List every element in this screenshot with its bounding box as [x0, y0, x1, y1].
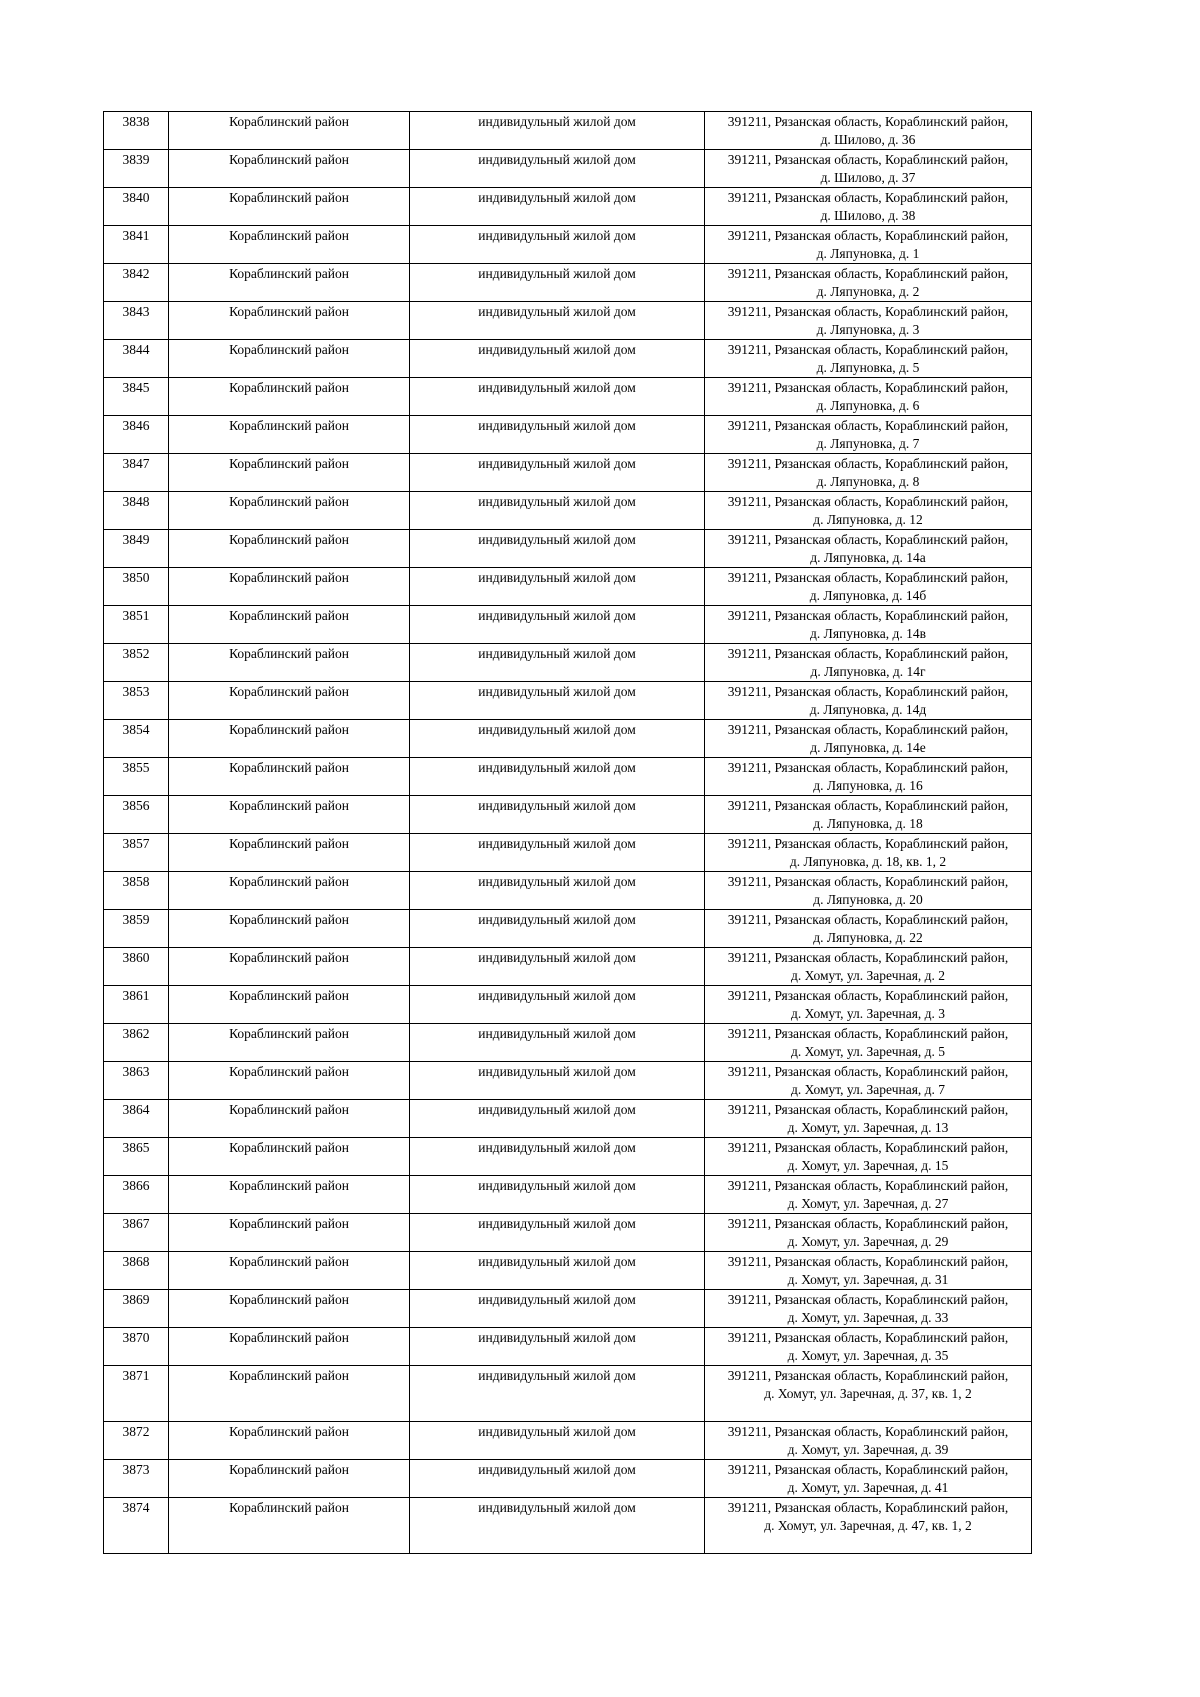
district-cell: Кораблинский район: [169, 1328, 410, 1366]
address-line-1: 391211, Рязанская область, Кораблинский район,: [727, 760, 1009, 775]
object-type-cell: индивидульный жилой дом: [410, 454, 705, 492]
object-type-cell: индивидульный жилой дом: [410, 1328, 705, 1366]
address-line-1: 391211, Рязанская область, Кораблинский район,: [727, 570, 1009, 585]
address-line-1: 391211, Рязанская область, Кораблинский район,: [727, 1424, 1009, 1439]
address-line-1: 391211, Рязанская область, Кораблинский район,: [727, 532, 1009, 547]
address-line-2: д. Ляпуновка, д. 2: [816, 284, 920, 299]
address-cell: [705, 1460, 1032, 1498]
address-line-2: д. Шилово, д. 37: [820, 170, 916, 185]
object-type-cell: индивидульный жилой дом: [410, 1366, 705, 1422]
address-line-2: д. Хомут, ул. Заречная, д. 27: [787, 1196, 949, 1211]
address-cell: [705, 1366, 1032, 1422]
address-line-2: д. Хомут, ул. Заречная, д. 41: [787, 1480, 949, 1495]
row-number-cell: 3852: [104, 644, 169, 682]
address-line-2: д. Ляпуновка, д. 8: [816, 474, 920, 489]
address-line-2: д. Ляпуновка, д. 16: [813, 778, 923, 793]
object-type-cell: индивидульный жилой дом: [410, 264, 705, 302]
object-type-cell: индивидульный жилой дом: [410, 910, 705, 948]
address-cell: [705, 834, 1032, 872]
address-line-2: д. Хомут, ул. Заречная, д. 31: [787, 1272, 949, 1287]
table-row: [104, 796, 1032, 834]
address-line-1: 391211, Рязанская область, Кораблинский район,: [727, 114, 1009, 129]
address-cell: [705, 910, 1032, 948]
object-type-cell: индивидульный жилой дом: [410, 302, 705, 340]
address-line-1: 391211, Рязанская область, Кораблинский район,: [727, 836, 1009, 851]
table-row: [104, 530, 1032, 568]
address-line-2: д. Ляпуновка, д. 14д: [809, 702, 927, 717]
district-cell: Кораблинский район: [169, 1176, 410, 1214]
address-line-1: 391211, Рязанская область, Кораблинский район,: [727, 1102, 1009, 1117]
row-number-cell: 3861: [104, 986, 169, 1024]
table-row: [104, 1176, 1032, 1214]
address-line-1: 391211, Рязанская область, Кораблинский район,: [727, 608, 1009, 623]
address-cell: [705, 340, 1032, 378]
table-row: [104, 834, 1032, 872]
row-number-cell: 3839: [104, 150, 169, 188]
district-cell: Кораблинский район: [169, 150, 410, 188]
object-type-cell: индивидульный жилой дом: [410, 112, 705, 150]
address-line-2: д. Ляпуновка, д. 14е: [810, 740, 926, 755]
object-type-cell: индивидульный жилой дом: [410, 1024, 705, 1062]
table-row: [104, 758, 1032, 796]
district-cell: Кораблинский район: [169, 606, 410, 644]
object-type-cell: индивидульный жилой дом: [410, 1498, 705, 1554]
address-line-1: 391211, Рязанская область, Кораблинский район,: [727, 266, 1009, 281]
address-line-2: д. Ляпуновка, д. 18: [813, 816, 923, 831]
address-cell: [705, 378, 1032, 416]
address-line-1: 391211, Рязанская область, Кораблинский район,: [727, 342, 1009, 357]
address-cell: [705, 1498, 1032, 1554]
address-line-1: 391211, Рязанская область, Кораблинский район,: [727, 798, 1009, 813]
table-row: [104, 1366, 1032, 1422]
table-row: [104, 1252, 1032, 1290]
district-cell: Кораблинский район: [169, 796, 410, 834]
row-number-cell: 3844: [104, 340, 169, 378]
address-line-1: 391211, Рязанская область, Кораблинский район,: [727, 1178, 1009, 1193]
district-cell: Кораблинский район: [169, 340, 410, 378]
district-cell: Кораблинский район: [169, 530, 410, 568]
address-line-1: 391211, Рязанская область, Кораблинский район,: [727, 912, 1009, 927]
district-cell: Кораблинский район: [169, 1214, 410, 1252]
table-row: [104, 1100, 1032, 1138]
address-line-1: 391211, Рязанская область, Кораблинский район,: [727, 988, 1009, 1003]
row-number-cell: 3843: [104, 302, 169, 340]
object-type-cell: индивидульный жилой дом: [410, 948, 705, 986]
row-number-cell: 3854: [104, 720, 169, 758]
district-cell: Кораблинский район: [169, 492, 410, 530]
district-cell: Кораблинский район: [169, 682, 410, 720]
row-number-cell: 3848: [104, 492, 169, 530]
address-cell: [705, 1214, 1032, 1252]
address-line-1: 391211, Рязанская область, Кораблинский район,: [727, 1292, 1009, 1307]
address-line-2: д. Хомут, ул. Заречная, д. 2: [790, 968, 946, 983]
address-line-2: д. Ляпуновка, д. 1: [816, 246, 920, 261]
district-cell: Кораблинский район: [169, 1498, 410, 1554]
table-row: [104, 226, 1032, 264]
table-row: [104, 682, 1032, 720]
address-line-2: д. Хомут, ул. Заречная, д. 47, кв. 1, 2: [764, 1518, 972, 1533]
address-cell: [705, 226, 1032, 264]
address-cell: [705, 1024, 1032, 1062]
object-type-cell: индивидульный жилой дом: [410, 1422, 705, 1460]
address-line-1: 391211, Рязанская область, Кораблинский район,: [727, 418, 1009, 433]
address-cell: [705, 188, 1032, 226]
row-number-cell: 3841: [104, 226, 169, 264]
address-cell: [705, 112, 1032, 150]
table-row: [104, 1024, 1032, 1062]
address-cell: [705, 568, 1032, 606]
district-cell: Кораблинский район: [169, 910, 410, 948]
object-type-cell: индивидульный жилой дом: [410, 568, 705, 606]
object-type-cell: индивидульный жилой дом: [410, 416, 705, 454]
address-cell: [705, 872, 1032, 910]
address-cell: [705, 1328, 1032, 1366]
address-cell: [705, 682, 1032, 720]
address-cell: [705, 1422, 1032, 1460]
row-number-cell: 3855: [104, 758, 169, 796]
table-row: [104, 1460, 1032, 1498]
address-line-2: д. Ляпуновка, д. 3: [816, 322, 920, 337]
address-line-1: 391211, Рязанская область, Кораблинский район,: [727, 152, 1009, 167]
address-cell: [705, 416, 1032, 454]
district-cell: Кораблинский район: [169, 948, 410, 986]
address-line-1: 391211, Рязанская область, Кораблинский район,: [727, 1368, 1009, 1383]
address-line-1: 391211, Рязанская область, Кораблинский район,: [727, 1216, 1009, 1231]
object-type-cell: индивидульный жилой дом: [410, 1100, 705, 1138]
address-line-2: д. Хомут, ул. Заречная, д. 3: [790, 1006, 946, 1021]
address-line-2: д. Ляпуновка, д. 20: [813, 892, 923, 907]
row-number-cell: 3872: [104, 1422, 169, 1460]
table-row: [104, 1062, 1032, 1100]
table-row: [104, 150, 1032, 188]
row-number-cell: 3850: [104, 568, 169, 606]
table-row: [104, 454, 1032, 492]
registry-table-body: [104, 112, 1032, 1554]
object-type-cell: индивидульный жилой дом: [410, 150, 705, 188]
district-cell: Кораблинский район: [169, 112, 410, 150]
address-line-2: д. Ляпуновка, д. 5: [816, 360, 920, 375]
object-type-cell: индивидульный жилой дом: [410, 796, 705, 834]
address-line-2: д. Ляпуновка, д. 14г: [810, 664, 926, 679]
address-cell: [705, 606, 1032, 644]
district-cell: Кораблинский район: [169, 1138, 410, 1176]
district-cell: Кораблинский район: [169, 378, 410, 416]
object-type-cell: индивидульный жилой дом: [410, 606, 705, 644]
row-number-cell: 3864: [104, 1100, 169, 1138]
address-cell: [705, 644, 1032, 682]
address-line-2: д. Ляпуновка, д. 7: [816, 436, 920, 451]
row-number-cell: 3867: [104, 1214, 169, 1252]
table-row: [104, 302, 1032, 340]
object-type-cell: индивидульный жилой дом: [410, 378, 705, 416]
address-cell: [705, 1290, 1032, 1328]
table-row: [104, 264, 1032, 302]
address-line-1: 391211, Рязанская область, Кораблинский район,: [727, 1462, 1009, 1477]
row-number-cell: 3871: [104, 1366, 169, 1422]
row-number-cell: 3873: [104, 1460, 169, 1498]
row-number-cell: 3849: [104, 530, 169, 568]
district-cell: Кораблинский район: [169, 1252, 410, 1290]
table-row: [104, 948, 1032, 986]
row-number-cell: 3856: [104, 796, 169, 834]
address-cell: [705, 302, 1032, 340]
district-cell: Кораблинский район: [169, 264, 410, 302]
registry-table: [103, 111, 1032, 1554]
district-cell: Кораблинский район: [169, 1062, 410, 1100]
address-line-2: д. Ляпуновка, д. 22: [813, 930, 923, 945]
table-row: [104, 910, 1032, 948]
district-cell: Кораблинский район: [169, 872, 410, 910]
district-cell: Кораблинский район: [169, 188, 410, 226]
object-type-cell: индивидульный жилой дом: [410, 1138, 705, 1176]
row-number-cell: 3865: [104, 1138, 169, 1176]
object-type-cell: индивидульный жилой дом: [410, 1252, 705, 1290]
address-line-2: д. Хомут, ул. Заречная, д. 35: [787, 1348, 949, 1363]
row-number-cell: 3866: [104, 1176, 169, 1214]
address-line-2: д. Ляпуновка, д. 18, кв. 1, 2: [789, 854, 947, 869]
object-type-cell: индивидульный жилой дом: [410, 1460, 705, 1498]
row-number-cell: 3853: [104, 682, 169, 720]
district-cell: Кораблинский район: [169, 568, 410, 606]
row-number-cell: 3863: [104, 1062, 169, 1100]
object-type-cell: индивидульный жилой дом: [410, 834, 705, 872]
address-line-2: д. Хомут, ул. Заречная, д. 33: [787, 1310, 949, 1325]
address-line-2: д. Хомут, ул. Заречная, д. 15: [787, 1158, 949, 1173]
row-number-cell: 3857: [104, 834, 169, 872]
row-number-cell: 3846: [104, 416, 169, 454]
table-row: [104, 568, 1032, 606]
row-number-cell: 3874: [104, 1498, 169, 1554]
table-row: [104, 986, 1032, 1024]
row-number-cell: 3860: [104, 948, 169, 986]
address-line-1: 391211, Рязанская область, Кораблинский район,: [727, 950, 1009, 965]
district-cell: Кораблинский район: [169, 1422, 410, 1460]
table-row: [104, 872, 1032, 910]
table-row: [104, 1328, 1032, 1366]
address-line-1: 391211, Рязанская область, Кораблинский район,: [727, 1064, 1009, 1079]
object-type-cell: индивидульный жилой дом: [410, 530, 705, 568]
object-type-cell: индивидульный жилой дом: [410, 1290, 705, 1328]
row-number-cell: 3845: [104, 378, 169, 416]
address-cell: [705, 1252, 1032, 1290]
address-cell: [705, 948, 1032, 986]
table-row: [104, 606, 1032, 644]
row-number-cell: 3862: [104, 1024, 169, 1062]
object-type-cell: индивидульный жилой дом: [410, 1062, 705, 1100]
address-line-1: 391211, Рязанская область, Кораблинский район,: [727, 228, 1009, 243]
district-cell: Кораблинский район: [169, 644, 410, 682]
district-cell: Кораблинский район: [169, 720, 410, 758]
district-cell: Кораблинский район: [169, 454, 410, 492]
address-cell: [705, 530, 1032, 568]
object-type-cell: индивидульный жилой дом: [410, 872, 705, 910]
table-row: [104, 112, 1032, 150]
address-line-1: 391211, Рязанская область, Кораблинский район,: [727, 1500, 1009, 1515]
address-line-2: д. Ляпуновка, д. 14б: [809, 588, 927, 603]
address-cell: [705, 264, 1032, 302]
table-row: [104, 720, 1032, 758]
address-line-2: д. Хомут, ул. Заречная, д. 7: [790, 1082, 946, 1097]
row-number-cell: 3870: [104, 1328, 169, 1366]
table-row: [104, 1214, 1032, 1252]
address-line-2: д. Ляпуновка, д. 6: [816, 398, 920, 413]
district-cell: Кораблинский район: [169, 1460, 410, 1498]
table-row: [104, 416, 1032, 454]
address-line-1: 391211, Рязанская область, Кораблинский район,: [727, 874, 1009, 889]
object-type-cell: индивидульный жилой дом: [410, 758, 705, 796]
row-number-cell: 3840: [104, 188, 169, 226]
district-cell: Кораблинский район: [169, 758, 410, 796]
district-cell: Кораблинский район: [169, 1024, 410, 1062]
address-line-1: 391211, Рязанская область, Кораблинский район,: [727, 494, 1009, 509]
address-cell: [705, 454, 1032, 492]
object-type-cell: индивидульный жилой дом: [410, 226, 705, 264]
row-number-cell: 3851: [104, 606, 169, 644]
address-line-2: д. Хомут, ул. Заречная, д. 39: [787, 1442, 949, 1457]
district-cell: Кораблинский район: [169, 302, 410, 340]
address-line-2: д. Хомут, ул. Заречная, д. 13: [787, 1120, 949, 1135]
row-number-cell: 3847: [104, 454, 169, 492]
address-cell: [705, 492, 1032, 530]
address-cell: [705, 796, 1032, 834]
table-row: [104, 1290, 1032, 1328]
address-line-2: д. Хомут, ул. Заречная, д. 5: [790, 1044, 946, 1059]
address-cell: [705, 986, 1032, 1024]
row-number-cell: 3859: [104, 910, 169, 948]
address-line-2: д. Хомут, ул. Заречная, д. 29: [787, 1234, 949, 1249]
object-type-cell: индивидульный жилой дом: [410, 1214, 705, 1252]
table-row: [104, 1498, 1032, 1554]
address-line-1: 391211, Рязанская область, Кораблинский район,: [727, 456, 1009, 471]
object-type-cell: индивидульный жилой дом: [410, 340, 705, 378]
address-line-2: д. Шилово, д. 36: [820, 132, 916, 147]
address-line-2: д. Шилово, д. 38: [820, 208, 916, 223]
address-cell: [705, 1062, 1032, 1100]
address-line-2: д. Ляпуновка, д. 14а: [810, 550, 926, 565]
object-type-cell: индивидульный жилой дом: [410, 986, 705, 1024]
address-cell: [705, 1138, 1032, 1176]
table-row: [104, 378, 1032, 416]
object-type-cell: индивидульный жилой дом: [410, 682, 705, 720]
address-line-1: 391211, Рязанская область, Кораблинский район,: [727, 722, 1009, 737]
address-line-1: 391211, Рязанская область, Кораблинский район,: [727, 380, 1009, 395]
address-line-1: 391211, Рязанская область, Кораблинский район,: [727, 1330, 1009, 1345]
table-row: [104, 1138, 1032, 1176]
row-number-cell: 3858: [104, 872, 169, 910]
address-line-1: 391211, Рязанская область, Кораблинский район,: [727, 684, 1009, 699]
row-number-cell: 3838: [104, 112, 169, 150]
table-row: [104, 644, 1032, 682]
district-cell: Кораблинский район: [169, 1366, 410, 1422]
address-line-1: 391211, Рязанская область, Кораблинский район,: [727, 304, 1009, 319]
address-line-2: д. Ляпуновка, д. 14в: [810, 626, 926, 641]
district-cell: Кораблинский район: [169, 1100, 410, 1138]
address-cell: [705, 1176, 1032, 1214]
row-number-cell: 3868: [104, 1252, 169, 1290]
district-cell: Кораблинский район: [169, 834, 410, 872]
object-type-cell: индивидульный жилой дом: [410, 188, 705, 226]
district-cell: Кораблинский район: [169, 1290, 410, 1328]
address-line-1: 391211, Рязанская область, Кораблинский район,: [727, 1140, 1009, 1155]
address-line-2: д. Ляпуновка, д. 12: [813, 512, 923, 527]
address-line-1: 391211, Рязанская область, Кораблинский район,: [727, 646, 1009, 661]
table-row: [104, 340, 1032, 378]
address-line-1: 391211, Рязанская область, Кораблинский район,: [727, 1254, 1009, 1269]
object-type-cell: индивидульный жилой дом: [410, 644, 705, 682]
object-type-cell: индивидульный жилой дом: [410, 492, 705, 530]
object-type-cell: индивидульный жилой дом: [410, 720, 705, 758]
district-cell: Кораблинский район: [169, 986, 410, 1024]
address-cell: [705, 758, 1032, 796]
table-row: [104, 1422, 1032, 1460]
district-cell: Кораблинский район: [169, 416, 410, 454]
object-type-cell: индивидульный жилой дом: [410, 1176, 705, 1214]
table-row: [104, 492, 1032, 530]
address-line-2: д. Хомут, ул. Заречная, д. 37, кв. 1, 2: [764, 1386, 972, 1401]
row-number-cell: 3869: [104, 1290, 169, 1328]
address-cell: [705, 1100, 1032, 1138]
row-number-cell: 3842: [104, 264, 169, 302]
address-line-1: 391211, Рязанская область, Кораблинский район,: [727, 1026, 1009, 1041]
district-cell: Кораблинский район: [169, 226, 410, 264]
address-line-1: 391211, Рязанская область, Кораблинский район,: [727, 190, 1009, 205]
address-cell: [705, 150, 1032, 188]
table-row: [104, 188, 1032, 226]
address-cell: [705, 720, 1032, 758]
